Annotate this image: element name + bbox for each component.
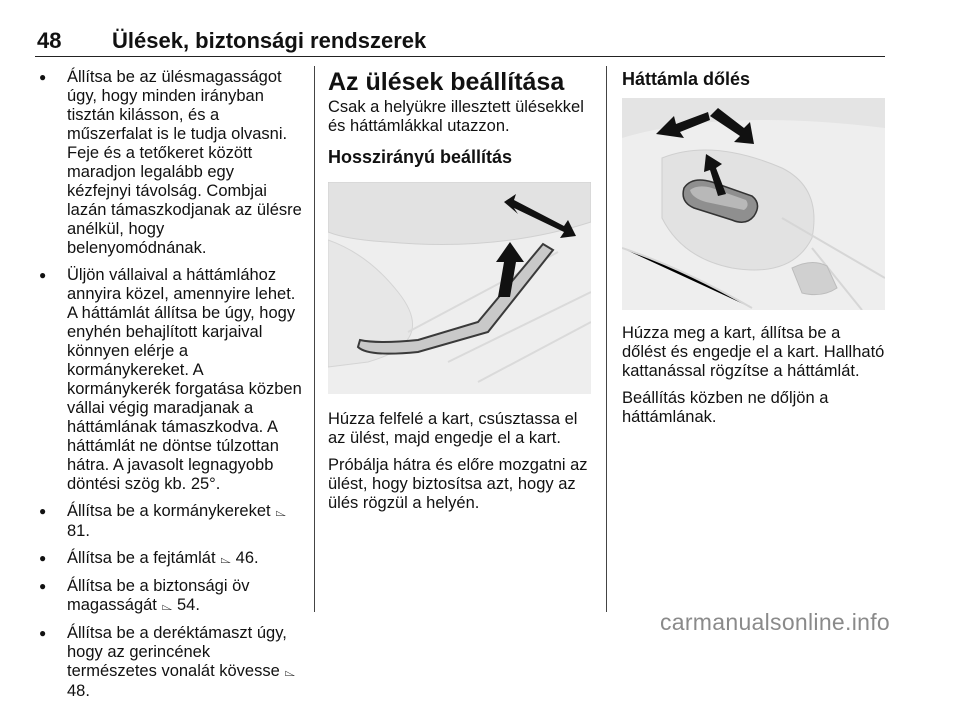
bullet-text: Üljön vállaival a háttámlához annyira közel, amennyire lehet. A háttámlát állítsa be úgy, hogy enyhén behajlított karjaival könnyen elérje a kormánykereket. A kormánykerék forgatása közben vállai végig maradjanak a háttámlának támaszkodva. A háttámlát ne döntse túlzottan hátra. A javasolt legnagyobb döntési szög kb. 25°. — [67, 266, 302, 493]
bullet-text: Állítsa be az ülésmagasságot úgy, hogy minden irányban tisztán kilásson, és a műszerfalat is le tudja olvasni. Feje és a tetőkeret között maradjon legalább egy kézfejnyi távolság. Combjai lazán támaszkodjanak az ülésre anélkül, hogy belenyomódnának. — [67, 68, 302, 257]
instruction-paragraph: Húzza meg a kart, állítsa be a dőlést és engedje el a kart. Hallható kattanással rögzítse a háttámlát. — [622, 324, 885, 380]
page-reference-icon: ⌳ — [284, 664, 296, 680]
header-rule — [35, 56, 885, 57]
bullet-item — [37, 577, 302, 616]
page-reference[interactable]: 48. — [67, 682, 90, 700]
intro-paragraph: Csak a helyükre illesztett ülésekkel és háttámlákkal utazzon. — [328, 98, 584, 135]
section-title: Az ülések beállítása — [328, 68, 565, 96]
bullet-text: Állítsa be a kormánykereket — [67, 502, 276, 520]
column-2 — [328, 68, 593, 521]
bullet-item — [37, 68, 302, 258]
bullet-item — [37, 266, 302, 494]
subsection-title: Hosszirányú beállítás — [328, 147, 513, 167]
watermark: carmanualsonline.info — [659, 609, 890, 635]
bullet-text: Állítsa be a deréktámaszt úgy, hogy az gerincének természetes vonalát kövesse — [67, 624, 287, 680]
column-3 — [622, 68, 887, 435]
bullet-text: Állítsa be a fejtámlát — [67, 549, 221, 567]
page-reference[interactable]: 81. — [67, 522, 90, 540]
column-1 — [37, 68, 302, 709]
bullet-item — [37, 549, 302, 569]
page-header-title: Ülések, biztonsági rendszerek — [112, 28, 427, 53]
seat-slide-illustration — [328, 182, 591, 394]
bullet-text: Állítsa be a biztonsági öv magasságát — [67, 577, 250, 614]
page-reference-icon: ⌳ — [275, 504, 287, 520]
bullet-item — [37, 624, 302, 701]
page-number: 48 — [37, 28, 62, 53]
bullet-item — [37, 502, 302, 541]
bullet-list — [37, 68, 302, 701]
instruction-paragraph: Próbálja hátra és előre mozgatni az ülést, hogy biztosítsa azt, hogy az ülés rögzül a helyén. — [328, 456, 588, 512]
page-reference[interactable]: 46. — [231, 549, 259, 567]
page-reference-icon: ⌳ — [220, 551, 232, 567]
subsection-title: Háttámla dőlés — [622, 69, 751, 89]
column-divider — [606, 66, 607, 612]
instruction-paragraph: Beállítás közben ne dőljön a háttámlának. — [622, 389, 829, 426]
page-reference-icon: ⌳ — [161, 598, 173, 614]
instruction-paragraph: Húzza felfelé a kart, csúsztassa el az ülést, majd engedje el a kart. — [328, 410, 578, 447]
page-reference[interactable]: 54. — [172, 596, 200, 614]
column-divider — [314, 66, 315, 612]
backrest-recline-illustration — [622, 98, 885, 310]
